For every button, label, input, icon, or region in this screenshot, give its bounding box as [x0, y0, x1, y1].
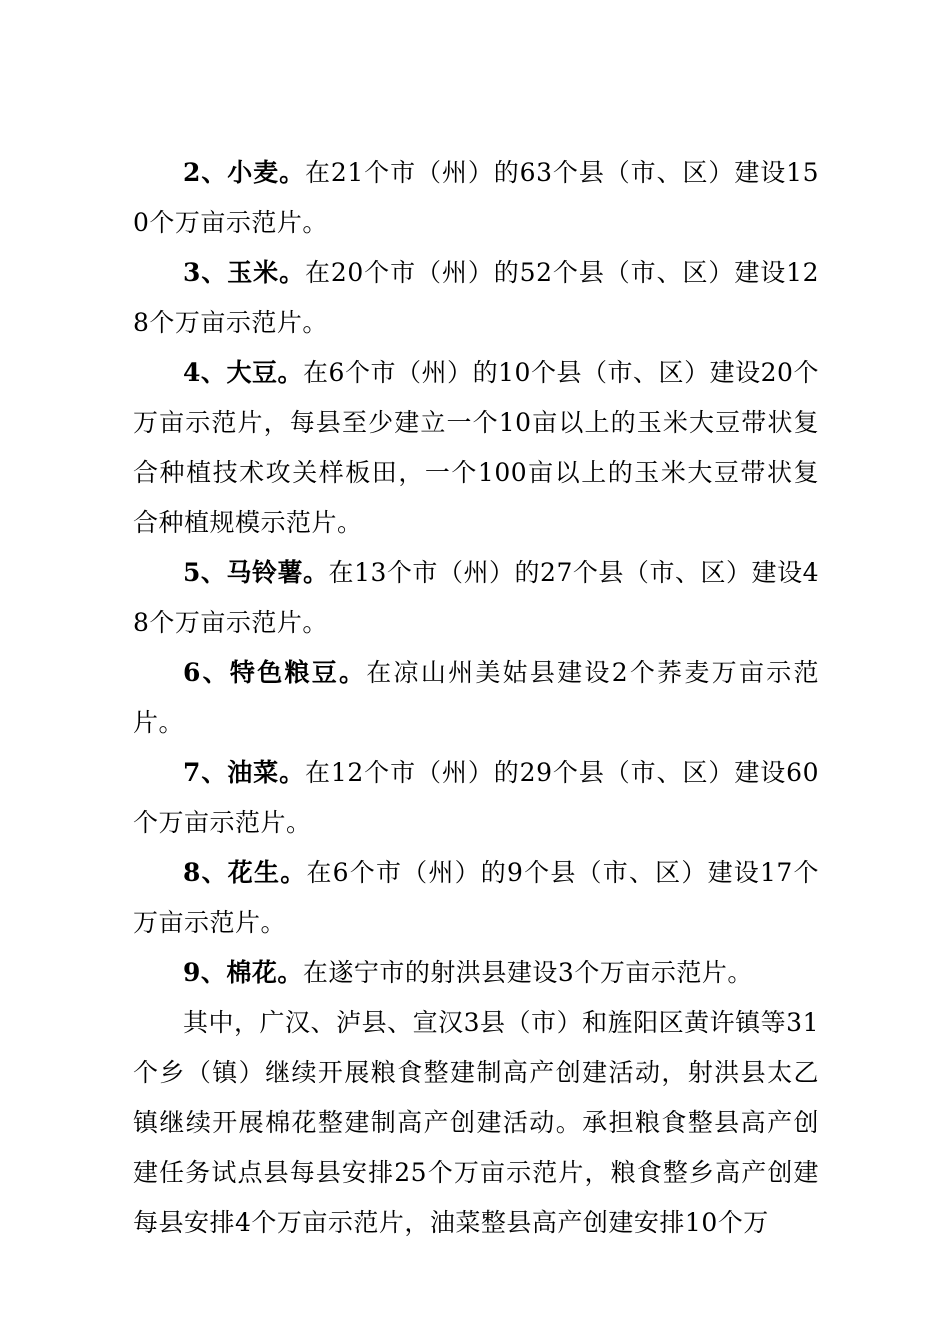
closing-paragraph: 其中，广汉、泸县、宣汉3县（市）和旌阳区黄许镇等31个乡（镇）继续开展粮食整建制高产创建活动，射洪县太乙镇继续开展棉花整建制高产创建活动。承担粮食整县高产创建任务试点县每县安排25个万亩示范片，粮食整乡高产创建每县安排4个万亩示范片，油菜整县高产创建安排10个万 [133, 1008, 819, 1237]
item-text: 在凉山州美姑县建设2个荞麦万亩示范片。 [133, 658, 819, 737]
item-text: 在6个市（州）的10个县（市、区）建设20个万亩示范片，每县至少建立一个10亩以上的玉米大豆带状复合种植技术攻关样板田，一个100亩以上的玉米大豆带状复合种植规模示范片。 [133, 358, 819, 537]
item-text: 在13个市（州）的27个县（市、区）建设48个万亩示范片。 [133, 558, 819, 637]
item-heading: 4、大豆。 [183, 358, 304, 387]
item-heading: 6、特色粮豆。 [183, 658, 367, 687]
item-text: 在遂宁市的射洪县建设3个万亩示范片。 [302, 958, 753, 987]
item-rapeseed [133, 748, 819, 848]
item-wheat [133, 148, 819, 248]
item-heading: 3、玉米。 [183, 258, 305, 287]
item-text: 在6个市（州）的9个县（市、区）建设17个万亩示范片。 [133, 858, 819, 937]
item-potato [133, 548, 819, 648]
item-text: 在21个市（州）的63个县（市、区）建设150个万亩示范片。 [133, 158, 819, 237]
item-heading: 8、花生。 [183, 858, 307, 887]
item-cotton [133, 948, 819, 998]
item-text: 在20个市（州）的52个县（市、区）建设128个万亩示范片。 [133, 258, 819, 337]
item-text: 在12个市（州）的29个县（市、区）建设60个万亩示范片。 [133, 758, 819, 837]
item-heading: 9、棉花。 [183, 958, 303, 987]
item-soybean [133, 348, 819, 548]
item-corn [133, 248, 819, 348]
item-heading: 2、小麦。 [183, 158, 305, 187]
document-body [133, 148, 819, 1248]
item-specialty-grain [133, 648, 819, 748]
item-heading: 7、油菜。 [183, 758, 305, 787]
item-heading: 5、马铃薯。 [183, 558, 329, 587]
item-peanut [133, 848, 819, 948]
